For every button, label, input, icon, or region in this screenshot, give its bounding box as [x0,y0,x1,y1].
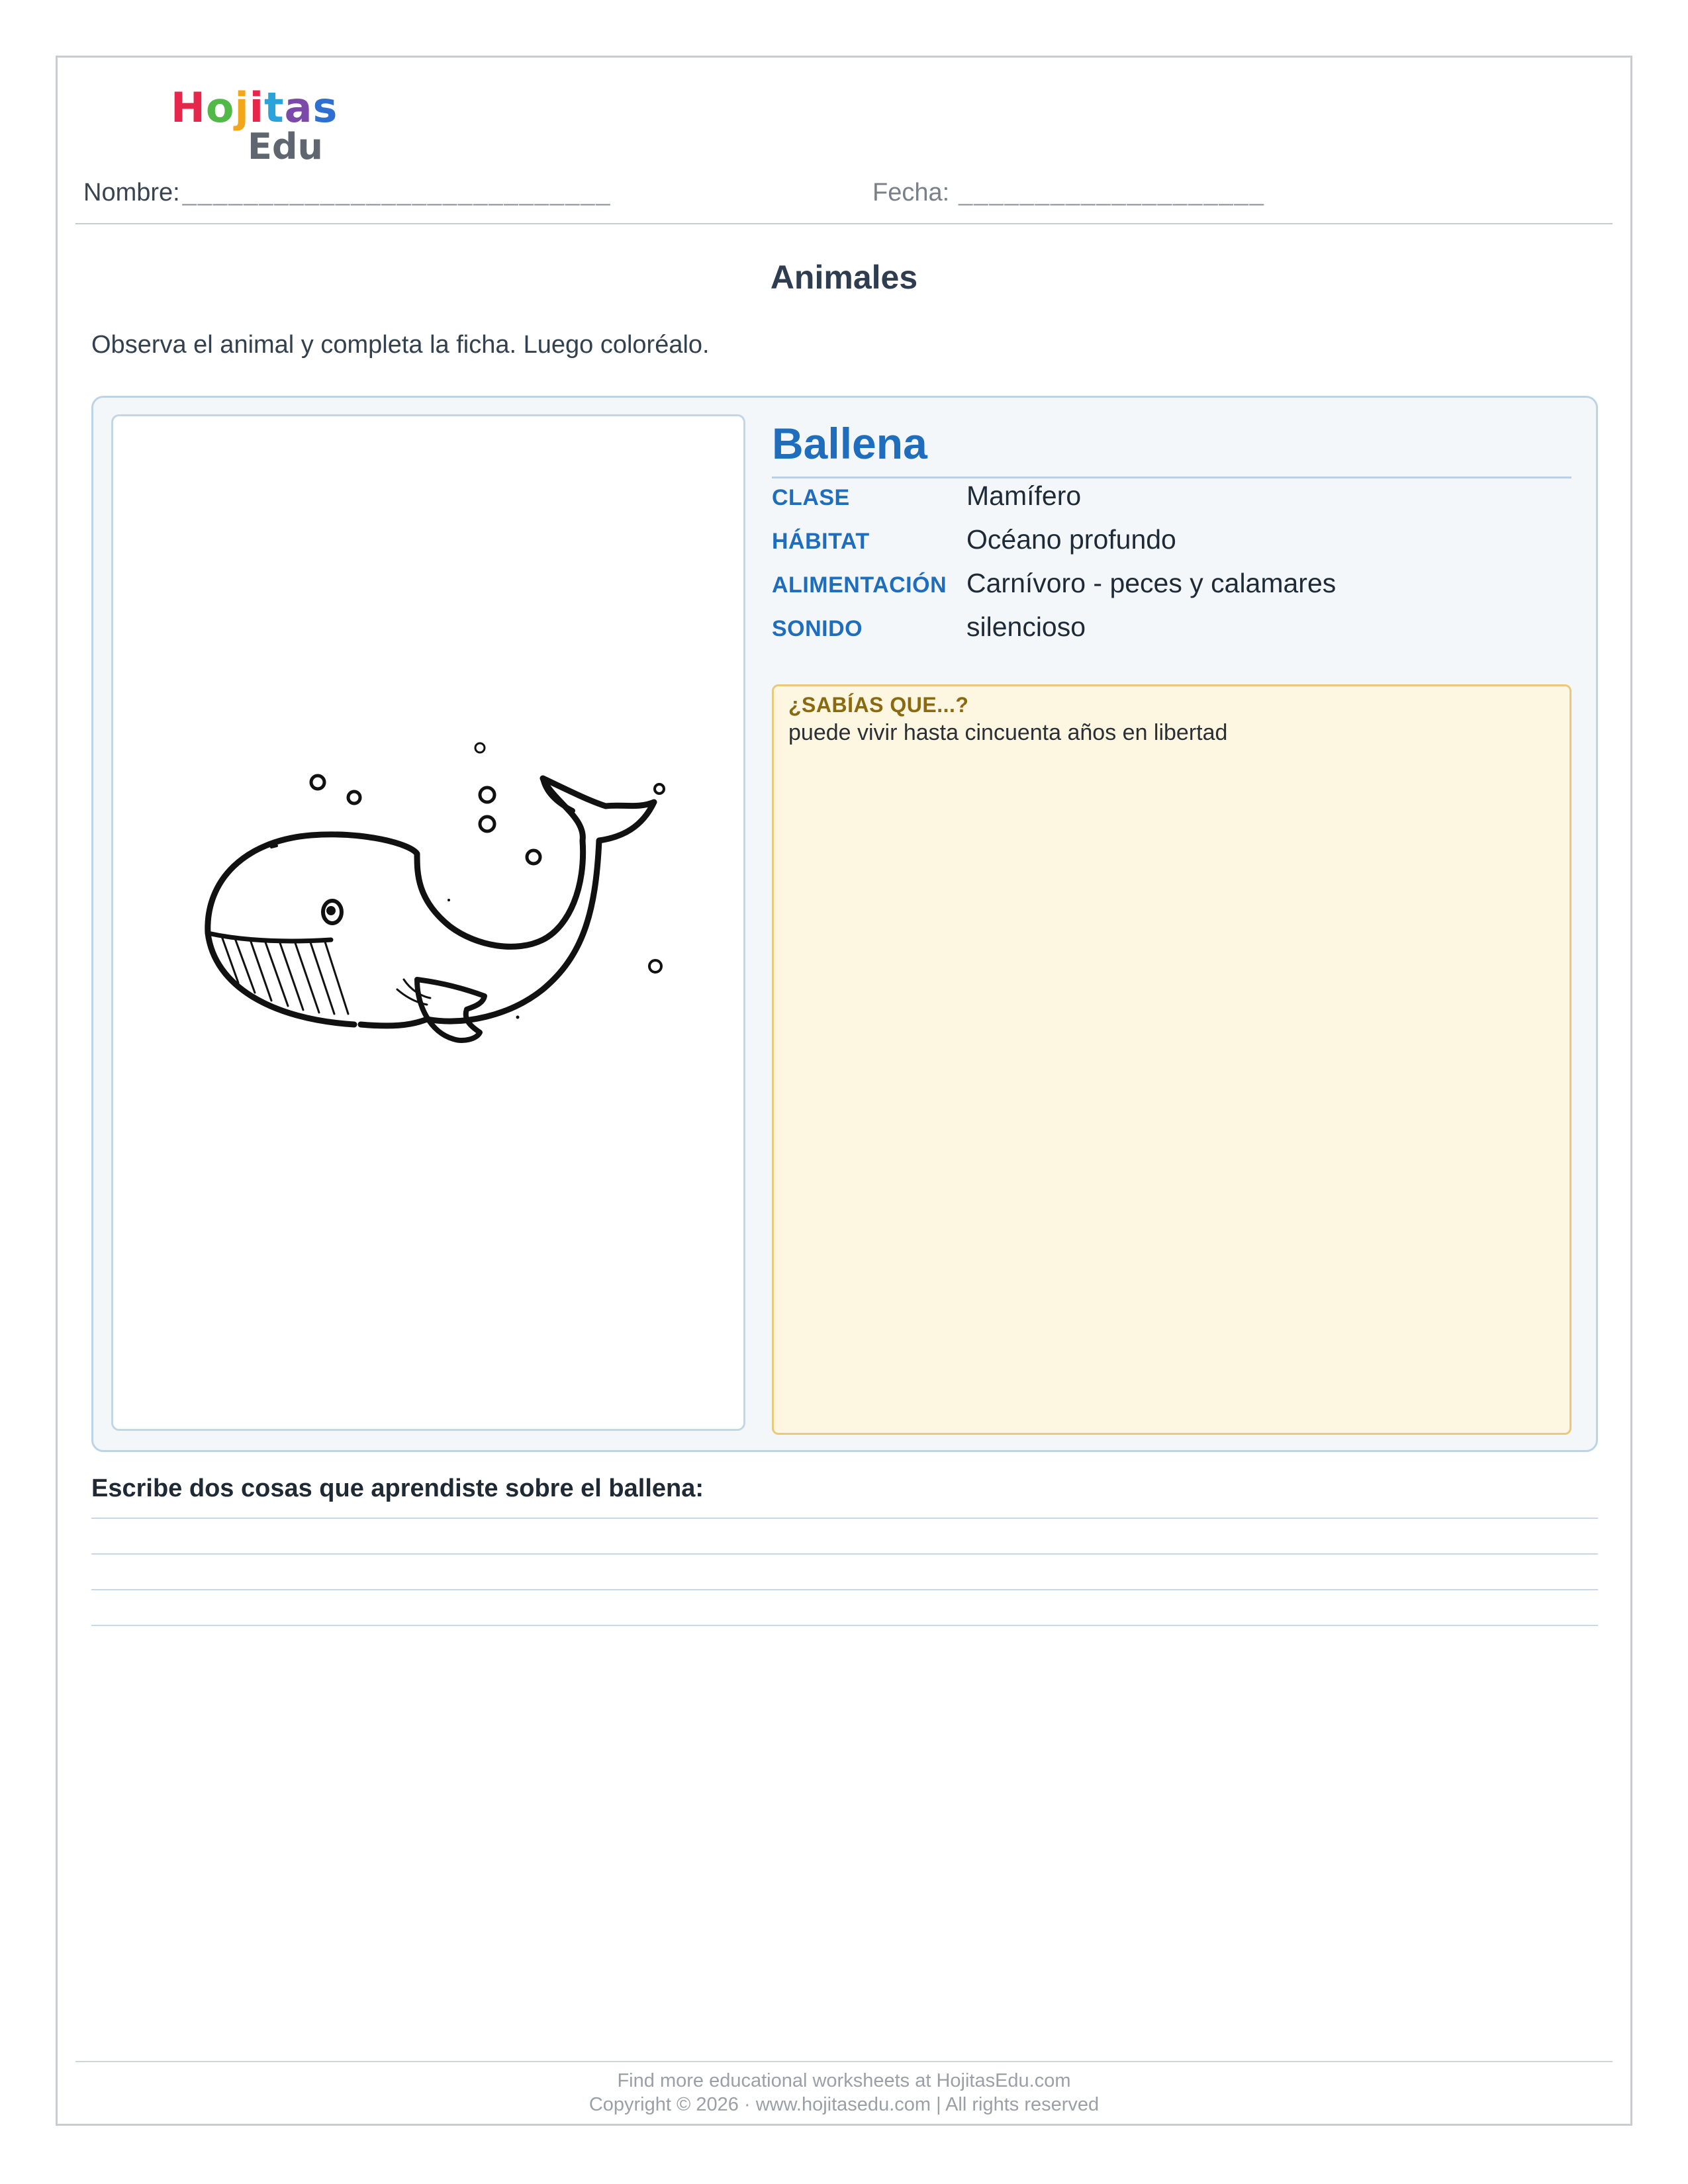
logo-wordmark [171,83,338,132]
hojitas-edu-logo [171,83,338,173]
animal-name-divider [772,477,1571,478]
whale-mark [516,1016,520,1019]
bubble-icon [649,960,661,972]
fact-value: silencioso [966,612,1086,642]
whale-pupil [326,906,336,915]
whale-fin [417,979,485,1040]
logo-letter: t [264,83,285,132]
whale-coloring-illustration [199,728,702,1046]
writing-line[interactable] [91,1518,1598,1519]
whale-blowhole [271,846,277,847]
fecha-blank[interactable]: ____________________ [959,179,1265,206]
nombre-label: Nombre: [83,179,180,206]
fact-label: SONIDO [772,616,863,641]
fact-row-sonido [772,612,1566,655]
fecha-field[interactable] [872,179,1265,207]
bubble-icon [480,788,494,802]
footer-divider [75,2061,1613,2062]
bubble-icon [348,792,360,803]
writing-line[interactable] [91,1589,1598,1590]
bubble-icon [655,784,664,794]
logo-letter: a [284,83,313,132]
whale-belly-grooves [222,936,348,1014]
fact-label: HÁBITAT [772,529,870,554]
did-you-know-box [772,684,1571,1435]
animal-facts-list [772,480,1566,655]
logo-edu: Edu [248,126,323,167]
fact-label: CLASE [772,485,850,510]
fact-row-clase [772,480,1566,524]
nombre-blank[interactable]: ____________________________ [182,179,612,206]
page-title: Animales [770,259,918,296]
did-you-know-text: puede vivir hasta cincuenta años en libertad [788,720,1228,745]
instruction-text: Observa el animal y completa la ficha. Luego coloréalo. [91,331,710,359]
writing-line[interactable] [91,1553,1598,1555]
fecha-label: Fecha: [872,179,950,206]
fact-value: Carnívoro - peces y calamares [966,568,1336,598]
write-prompt: Escribe dos cosas que aprendiste sobre el ballena: [91,1475,704,1502]
bubble-icon [475,743,485,752]
logo-letter: s [312,83,338,132]
fact-row-alimentacion [772,568,1566,612]
bubble-icon [527,850,540,864]
fact-row-habitat [772,524,1566,568]
logo-letter: i [249,83,265,132]
fact-value: Mamífero [966,480,1082,511]
header-divider [75,223,1613,224]
whale-belly [208,933,331,941]
writing-line[interactable] [91,1625,1598,1626]
logo-letter: H [171,83,206,132]
fact-value: Océano profundo [966,524,1176,555]
fact-label: ALIMENTACIÓN [772,572,947,598]
bubble-icon [311,776,324,789]
logo-letter: j [234,83,250,132]
whale-body [208,778,654,1026]
whale-mark [447,899,450,901]
logo-letter: o [205,83,235,132]
footer-line-2: Copyright © 2026 · www.hojitasedu.com | All rights reserved [588,2094,1100,2115]
nombre-field[interactable] [83,179,611,207]
animal-name: Ballena [772,419,927,468]
did-you-know-title: ¿SABÍAS QUE...? [788,693,969,717]
footer-line-1: Find more educational worksheets at HojitasEdu.com [617,2070,1071,2091]
bubble-icon [480,817,494,831]
